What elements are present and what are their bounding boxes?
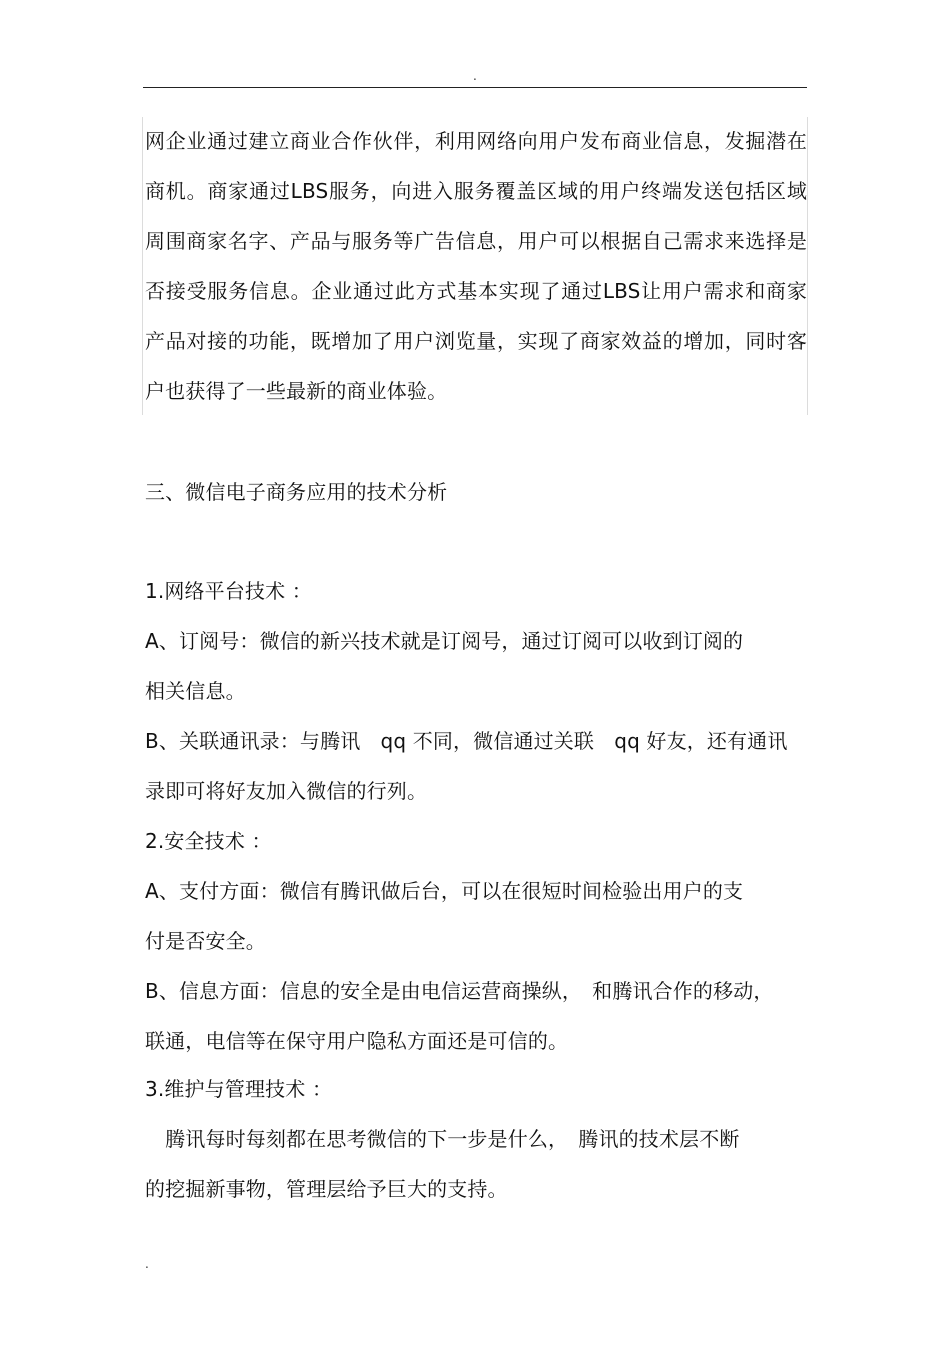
list-item: 录即可将好友加入微信的行列。 xyxy=(145,779,428,803)
paragraph-line: 周围商家名字、产品与服务等广告信息，用户可以根据自己需求来选择是 xyxy=(145,229,807,253)
paragraph-line: 否接受服务信息。企业通过此方式基本实现了通过LBS让用户需求和商家 xyxy=(145,279,807,303)
paragraph-line: 产品对接的功能，既增加了用户浏览量，实现了商家效益的增加，同时客 xyxy=(145,329,807,353)
list-item: 的挖掘新事物，管理层给予巨大的支持。 xyxy=(145,1177,508,1201)
header-rule xyxy=(143,87,807,88)
list-item: A、订阅号：微信的新兴技术就是订阅号，通过订阅可以收到订阅的 xyxy=(145,629,744,653)
subsection-title: 2.安全技术 ： xyxy=(145,829,272,853)
paragraph-line: 户也获得了一些最新的商业体验。 xyxy=(145,379,448,403)
list-item: 腾讯每时每刻都在思考微信的下一步是什么， 腾讯的技术层不断 xyxy=(145,1127,740,1151)
header-mark: . xyxy=(473,69,477,83)
section-heading: 三、微信电子商务应用的技术分析 xyxy=(145,480,448,504)
list-item: B、信息方面：信息的安全是由电信运营商操纵， 和腾讯合作的移动， xyxy=(145,979,774,1003)
paragraph-line: 网企业通过建立商业合作伙伴，利用网络向用户发布商业信息，发掘潜在 xyxy=(145,129,807,153)
list-item: 相关信息。 xyxy=(145,679,246,703)
list-item: 付是否安全。 xyxy=(145,929,266,953)
list-item: B、关联通讯录：与腾讯 qq 不同，微信通过关联 qq 好友，还有通讯 xyxy=(145,729,788,753)
footer-mark: . xyxy=(145,1257,149,1271)
paragraph-line: 商机。商家通过LBS服务，向进入服务覆盖区域的用户终端发送包括区域 xyxy=(145,179,807,203)
subsection-title: 1.网络平台技术 ： xyxy=(145,579,312,603)
paragraph-frame xyxy=(142,117,808,415)
list-item: 联通，电信等在保守用户隐私方面还是可信的。 xyxy=(145,1029,569,1053)
list-item: A、支付方面：微信有腾讯做后台，可以在很短时间检验出用户的支 xyxy=(145,879,744,903)
subsection-title: 3.维护与管理技术 ： xyxy=(145,1077,333,1101)
